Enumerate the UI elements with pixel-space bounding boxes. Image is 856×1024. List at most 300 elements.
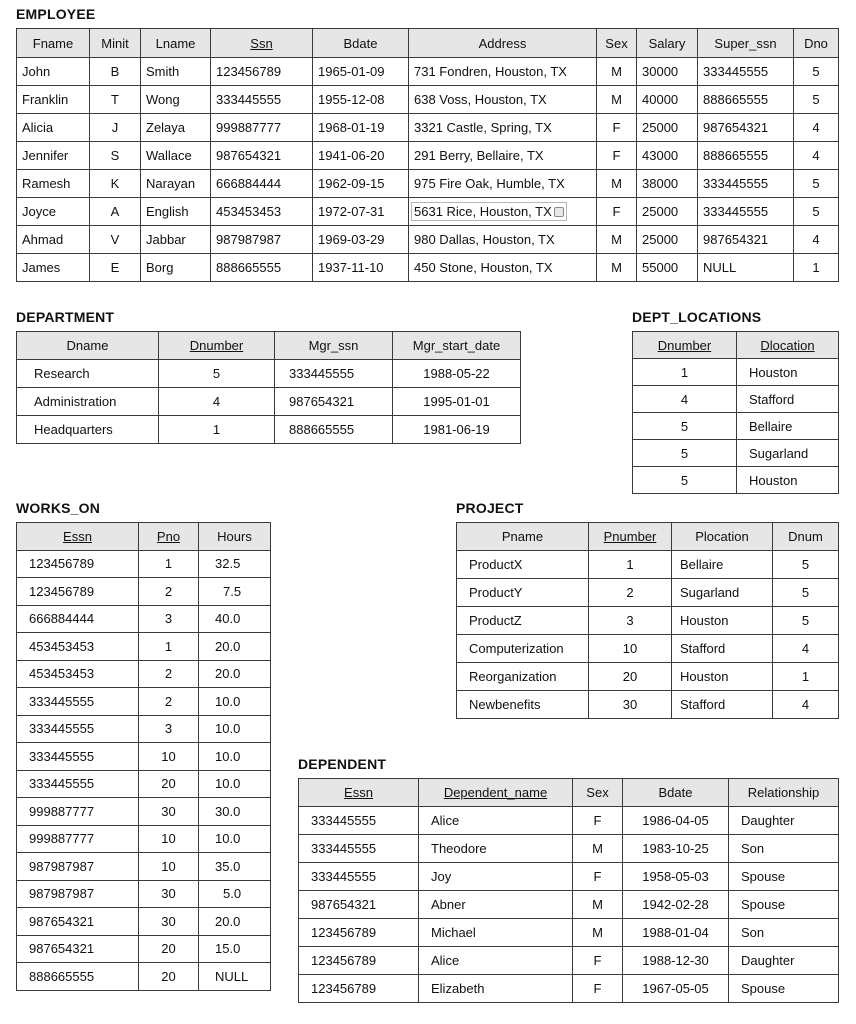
cell: 5 [633,467,737,494]
cell: 20 [589,663,672,691]
cell: Son [729,835,839,863]
table-row [457,579,839,607]
cell: 43000 [637,142,698,170]
works-on-section [16,500,271,991]
table-row [17,388,521,416]
cell: 3 [589,607,672,635]
cell: 333445555 [17,743,139,771]
cell: ProductZ [457,607,589,635]
table-row [457,663,839,691]
cell: M [597,86,637,114]
cell: 10 [139,853,199,881]
cell: 1 [633,359,737,386]
cell: 4 [794,226,839,254]
cell: M [573,835,623,863]
cell: Research [17,360,159,388]
cell: 999887777 [17,798,139,826]
cell: A [90,198,141,226]
column-header: Address [409,29,597,58]
table-row [17,142,839,170]
cell: English [141,198,211,226]
cell: 123456789 [299,947,419,975]
table-row [17,770,271,798]
cell: 333445555 [698,198,794,226]
cell: 5 [794,86,839,114]
cell: Son [729,919,839,947]
cell: 32.5 [199,550,271,578]
cell-selection-box [411,202,567,221]
cell: 1969-03-29 [313,226,409,254]
table-row [17,416,521,444]
table-row [17,198,839,226]
column-header: Essn [17,523,139,551]
cell: 333445555 [698,58,794,86]
column-header: Super_ssn [698,29,794,58]
cell: 123456789 [211,58,313,86]
cell: M [597,254,637,282]
department-table [16,331,521,444]
cell: 333445555 [17,770,139,798]
cell: 980 Dallas, Houston, TX [409,226,597,254]
cell: 1995-01-01 [393,388,521,416]
table-row [457,551,839,579]
cell: 4 [633,386,737,413]
cell: 975 Fire Oak, Humble, TX [409,170,597,198]
cell: 30000 [637,58,698,86]
cell: 30 [139,798,199,826]
cell: 1958-05-03 [623,863,729,891]
cell: Alice [419,807,573,835]
project-title: PROJECT [456,500,524,516]
cell: 2 [139,578,199,606]
header-row [457,523,839,551]
table-row [633,386,839,413]
cell: 5 [633,413,737,440]
column-header: Essn [299,779,419,807]
cell: 1 [139,550,199,578]
table-row [457,607,839,635]
header-row [17,332,521,360]
cell: 2 [139,660,199,688]
cell: 450 Stone, Houston, TX [409,254,597,282]
table-row [17,86,839,114]
cell: 999887777 [211,114,313,142]
cell: 3321 Castle, Spring, TX [409,114,597,142]
cell: Wallace [141,142,211,170]
cell: 453453453 [211,198,313,226]
cell: 453453453 [17,660,139,688]
cell: 1942-02-28 [623,891,729,919]
cell: 333445555 [17,715,139,743]
header-row [299,779,839,807]
cell: 1962-09-15 [313,170,409,198]
cell: F [597,198,637,226]
table-row [17,935,271,963]
table-row [17,743,271,771]
cell: 123456789 [17,578,139,606]
cell: Theodore [419,835,573,863]
cell: 987654321 [275,388,393,416]
cell: 999887777 [17,825,139,853]
selected-cell[interactable] [409,198,597,226]
table-row [17,660,271,688]
cell: V [90,226,141,254]
cell: 1981-06-19 [393,416,521,444]
table-row [17,715,271,743]
cell: T [90,86,141,114]
cell: Sugarland [737,440,839,467]
cell: B [90,58,141,86]
cell: 20 [139,770,199,798]
cell: M [597,226,637,254]
employee-section [16,6,839,282]
cell: 888665555 [275,416,393,444]
header-row [17,29,839,58]
cell: 38000 [637,170,698,198]
column-header: Plocation [672,523,773,551]
cell: 731 Fondren, Houston, TX [409,58,597,86]
table-row [299,891,839,919]
table-row [633,467,839,494]
column-header: Relationship [729,779,839,807]
column-header: Dnum [773,523,839,551]
cell: 123456789 [299,919,419,947]
cell: Narayan [141,170,211,198]
cell: 30 [139,908,199,936]
cell: 55000 [637,254,698,282]
cell: 888665555 [698,142,794,170]
cell: Jabbar [141,226,211,254]
cell: 888665555 [211,254,313,282]
column-header: Dnumber [159,332,275,360]
table-row [17,908,271,936]
department-section [16,309,521,444]
cell-handle-icon[interactable] [554,207,564,217]
table-row [17,853,271,881]
cell: 666884444 [211,170,313,198]
cell: 666884444 [17,605,139,633]
column-header: Fname [17,29,90,58]
cell: 1 [794,254,839,282]
cell: Headquarters [17,416,159,444]
column-header: Dnumber [633,332,737,359]
column-header: Pnumber [589,523,672,551]
cell: 333445555 [299,863,419,891]
table-row [17,550,271,578]
cell: Michael [419,919,573,947]
cell: 7.5 [199,578,271,606]
employee-table [16,28,839,282]
table-row [17,688,271,716]
cell: 10.0 [199,715,271,743]
cell: 40000 [637,86,698,114]
cell: 123456789 [17,550,139,578]
cell: 20.0 [199,908,271,936]
cell: 987654321 [698,114,794,142]
column-header: Minit [90,29,141,58]
cell: Daughter [729,807,839,835]
dependent-section [298,756,839,1003]
cell: 4 [773,691,839,719]
cell: Computerization [457,635,589,663]
cell: 5 [773,607,839,635]
column-header: Dlocation [737,332,839,359]
cell: 453453453 [17,633,139,661]
cell: 1941-06-20 [313,142,409,170]
cell: Elizabeth [419,975,573,1003]
cell: 30 [589,691,672,719]
table-row [17,254,839,282]
cell: M [597,58,637,86]
cell: Franklin [17,86,90,114]
cell: 5 [794,198,839,226]
cell: F [573,947,623,975]
table-row [17,170,839,198]
column-header: Bdate [623,779,729,807]
cell: Spouse [729,891,839,919]
table-row [457,635,839,663]
cell: 10 [139,743,199,771]
column-header: Lname [141,29,211,58]
cell: F [573,863,623,891]
cell: M [597,170,637,198]
cell: Sugarland [672,579,773,607]
header-row [633,332,839,359]
cell: Newbenefits [457,691,589,719]
cell: 10.0 [199,743,271,771]
column-header: Ssn [211,29,313,58]
dept-locations-table [632,331,839,494]
cell: 987654321 [211,142,313,170]
cell: 987987987 [211,226,313,254]
cell: Alicia [17,114,90,142]
cell: 1986-04-05 [623,807,729,835]
column-header: Mgr_ssn [275,332,393,360]
cell: 5.0 [199,880,271,908]
cell: 123456789 [299,975,419,1003]
table-row [17,880,271,908]
cell: 333445555 [275,360,393,388]
cell: 291 Berry, Bellaire, TX [409,142,597,170]
cell: Houston [672,607,773,635]
cell: 10 [139,825,199,853]
cell: 25000 [637,226,698,254]
cell: J [90,114,141,142]
table-row [17,798,271,826]
column-header: Dno [794,29,839,58]
cell: Joy [419,863,573,891]
cell: 333445555 [299,835,419,863]
cell: 4 [159,388,275,416]
cell: Stafford [672,691,773,719]
table-row [633,440,839,467]
works-on-title: WORKS_ON [16,500,101,516]
cell: Borg [141,254,211,282]
department-title: DEPARTMENT [16,309,115,325]
cell: Smith [141,58,211,86]
cell-text: 5631 Rice, Houston, TX [414,204,552,219]
cell: 25000 [637,198,698,226]
cell: 5 [633,440,737,467]
cell: Abner [419,891,573,919]
cell: 333445555 [698,170,794,198]
cell: 333445555 [299,807,419,835]
cell: Spouse [729,863,839,891]
cell: Reorganization [457,663,589,691]
cell: 333445555 [17,688,139,716]
cell: 35.0 [199,853,271,881]
cell: 333445555 [211,86,313,114]
cell: 888665555 [698,86,794,114]
cell: 1 [139,633,199,661]
cell: Zelaya [141,114,211,142]
cell: Stafford [672,635,773,663]
cell: Wong [141,86,211,114]
cell: 1955-12-08 [313,86,409,114]
cell: 30.0 [199,798,271,826]
cell: 10 [589,635,672,663]
cell: Houston [737,467,839,494]
cell: F [597,142,637,170]
cell: 15.0 [199,935,271,963]
cell: 888665555 [17,963,139,991]
dependent-title: DEPENDENT [298,756,387,772]
cell: 10.0 [199,825,271,853]
cell: F [573,975,623,1003]
cell: NULL [199,963,271,991]
table-row [17,360,521,388]
table-row [299,975,839,1003]
cell: Bellaire [737,413,839,440]
cell: 3 [139,605,199,633]
cell: 1983-10-25 [623,835,729,863]
cell: ProductY [457,579,589,607]
project-section [456,500,839,719]
table-row [299,863,839,891]
cell: 1988-05-22 [393,360,521,388]
column-header: Sex [573,779,623,807]
cell: 1967-05-05 [623,975,729,1003]
cell: 1 [773,663,839,691]
cell: 638 Voss, Houston, TX [409,86,597,114]
table-row [17,963,271,991]
column-header: Dname [17,332,159,360]
cell: 25000 [637,114,698,142]
column-header: Salary [637,29,698,58]
cell: 4 [773,635,839,663]
cell: 20.0 [199,633,271,661]
cell: Spouse [729,975,839,1003]
dependent-table [298,778,839,1003]
cell: S [90,142,141,170]
cell: NULL [698,254,794,282]
cell: 2 [589,579,672,607]
cell: 10.0 [199,688,271,716]
cell: 987987987 [17,880,139,908]
cell: 3 [139,715,199,743]
cell: 20 [139,963,199,991]
cell: 987654321 [698,226,794,254]
cell: James [17,254,90,282]
works-on-table [16,522,271,991]
table-row [17,825,271,853]
cell: 1 [589,551,672,579]
cell: 5 [773,551,839,579]
column-header: Sex [597,29,637,58]
cell: M [573,919,623,947]
table-row [299,919,839,947]
employee-title: EMPLOYEE [16,6,96,22]
cell: ProductX [457,551,589,579]
cell: John [17,58,90,86]
cell: F [573,807,623,835]
cell: Houston [737,359,839,386]
table-row [633,413,839,440]
table-row [17,605,271,633]
cell: Alice [419,947,573,975]
cell: Bellaire [672,551,773,579]
cell: F [597,114,637,142]
cell: 5 [773,579,839,607]
cell: M [573,891,623,919]
cell: 40.0 [199,605,271,633]
column-header: Pname [457,523,589,551]
column-header: Hours [199,523,271,551]
table-row [17,58,839,86]
dept-locations-title: DEPT_LOCATIONS [632,309,762,325]
cell: Daughter [729,947,839,975]
cell: Ramesh [17,170,90,198]
cell: 987987987 [17,853,139,881]
table-row [299,807,839,835]
table-row [299,835,839,863]
cell: 1937-11-10 [313,254,409,282]
table-row [17,578,271,606]
column-header: Mgr_start_date [393,332,521,360]
header-row [17,523,271,551]
cell: 987654321 [299,891,419,919]
cell: 1 [159,416,275,444]
table-row [299,947,839,975]
cell: 1965-01-09 [313,58,409,86]
cell: 1968-01-19 [313,114,409,142]
dept-locations-section [632,309,839,494]
column-header: Dependent_name [419,779,573,807]
project-table [456,522,839,719]
cell: 5 [794,170,839,198]
cell: Ahmad [17,226,90,254]
table-row [17,114,839,142]
table-row [17,226,839,254]
cell: 2 [139,688,199,716]
cell: 1988-01-04 [623,919,729,947]
cell: Stafford [737,386,839,413]
cell: Houston [672,663,773,691]
cell: Joyce [17,198,90,226]
cell: 1988-12-30 [623,947,729,975]
cell: 5 [794,58,839,86]
cell: E [90,254,141,282]
cell: 987654321 [17,908,139,936]
cell: 5 [159,360,275,388]
cell: 1972-07-31 [313,198,409,226]
cell: Administration [17,388,159,416]
cell: 4 [794,142,839,170]
cell: 20.0 [199,660,271,688]
column-header: Pno [139,523,199,551]
column-header: Bdate [313,29,409,58]
cell: 4 [794,114,839,142]
